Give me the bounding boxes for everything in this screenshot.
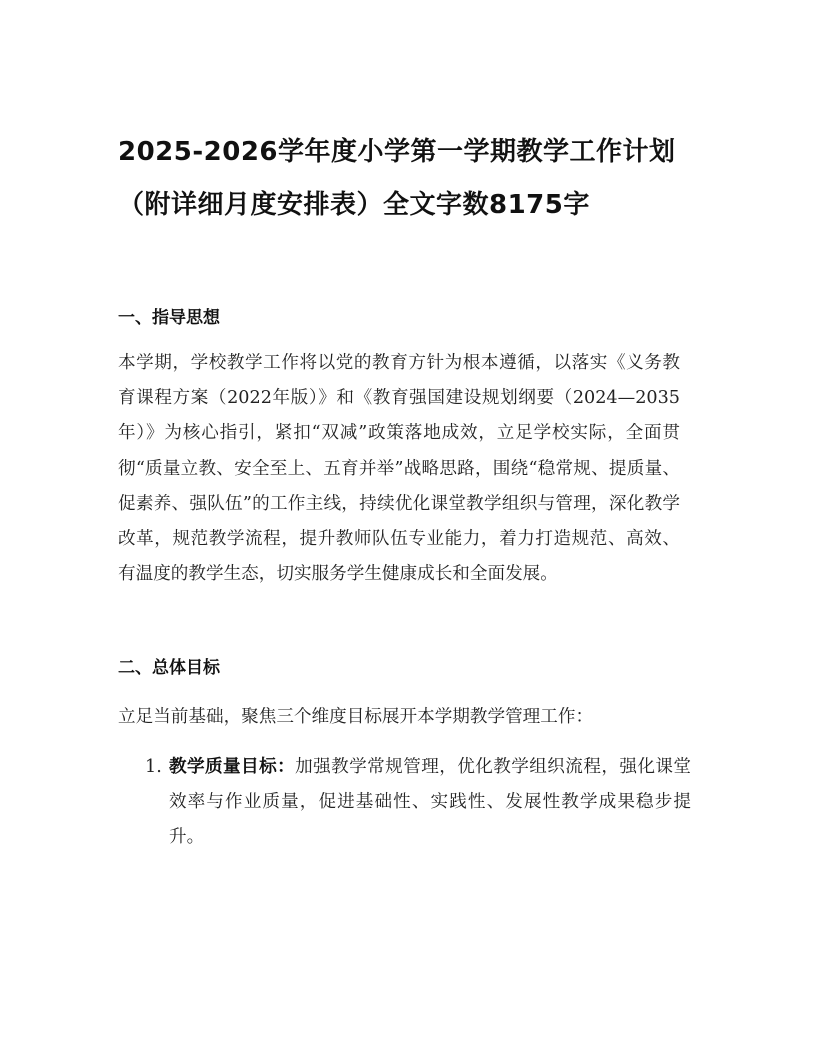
list-item-text: 加强教学常规管理，优化教学组织流程，强化课堂效率与作业质量，促进基础性、实践性、发展性教学成果稳步提升。 [169,757,691,848]
list-item [118,750,691,856]
section-heading-guiding-ideology: 一、指导思想 [118,308,220,328]
section-heading-overall-goals: 二、总体目标 [118,658,220,678]
overall-goals-intro: 立足当前基础，聚焦三个维度目标展开本学期教学管理工作： [118,707,594,727]
list-marker: 1. [145,757,162,777]
document-title: 2025-2026学年度小学第一学期教学工作计划（附详细月度安排表）全文字数8175字 [118,137,676,220]
guiding-ideology-paragraph: 本学期，学校教学工作将以党的教育方针为根本遵循，以落实《义务教育课程方案（2022年版）》和《教育强国建设规划纲要（2024—2035年）》为核心指引，紧扣“双减”政策落地成效，立足学校实际，全面贯彻“质量立教、安全至上、五育并举”战略思路，围绕“稳常规、提质量、促素养、强队伍”的工作主线，持续优化课堂教学组织与管理，深化教学改革，规范教学流程，提升教师队伍专业能力，着力打造规范、高效、有温度的教学生态，切实服务学生健康成长和全面发展。 [118,353,680,585]
list-item-label: 教学质量目标： [169,757,296,777]
goals-list [118,750,698,856]
